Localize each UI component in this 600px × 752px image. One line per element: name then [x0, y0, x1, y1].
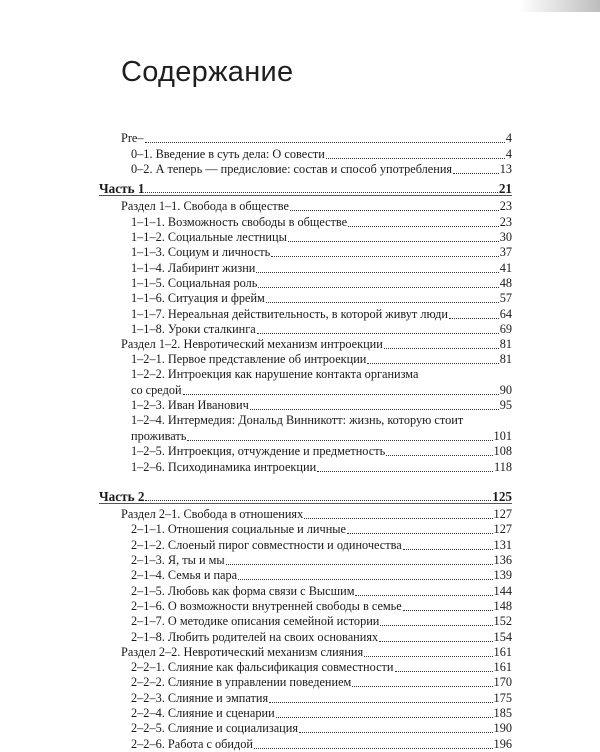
entry-title: 1–2–3. Иван Иванович [131, 398, 249, 413]
page-number: 81 [499, 337, 512, 352]
page-number: 30 [499, 230, 512, 245]
dot-leader [403, 549, 493, 550]
entry-title: 1–1–7. Нереальная действительность, в которой живут люди [131, 306, 448, 321]
toc-entry [99, 599, 512, 614]
entry-title: 1–1–6. Ситуация и фрейм [131, 291, 265, 306]
page-number: 23 [499, 199, 512, 214]
page-number: 161 [493, 660, 512, 675]
dot-leader [187, 440, 492, 441]
entry-title: 2–1–2. Слоеный пирог совместности и одиночества [131, 537, 402, 552]
entry-title: 2–2–1. Слияние как фальсификация совместности [131, 660, 394, 675]
toc-entry [99, 660, 512, 675]
page-number: 131 [493, 537, 512, 552]
page-corner-shadow [520, 0, 600, 12]
page-number: 90 [499, 383, 512, 398]
dot-leader [250, 409, 499, 410]
entry-title: 1–1–3. Социум и личность [131, 245, 271, 260]
entry-title: 0–1. Введение в суть дела: О совести [131, 146, 325, 161]
dot-leader [183, 394, 499, 395]
dot-leader [256, 272, 498, 273]
toc-entry [99, 260, 512, 275]
toc-entry [99, 291, 512, 306]
page-number: 48 [499, 275, 512, 290]
toc-entry-line: 1–2–4. Интермедия: Дональд Винникотт: жизнь, которую стоит [131, 413, 464, 428]
dot-leader [379, 641, 492, 642]
section-title: Раздел 1–1. Свобода в обществе [121, 199, 289, 214]
dot-leader [380, 625, 492, 626]
dot-leader [449, 318, 499, 319]
dot-leader [257, 333, 499, 334]
entry-title: 2–1–5. Любовь как форма связи с Высшим [131, 583, 355, 598]
section-title: Раздел 2–1. Свобода в отношениях [121, 507, 304, 522]
entry-title: 1–2–5. Интроекция, отчуждение и предметность [131, 444, 386, 459]
dot-leader [288, 241, 499, 242]
toc-entry [99, 230, 512, 245]
entry-title: 2–2–4. Слияние и сценарии [131, 705, 275, 720]
toc-entry [99, 706, 512, 721]
dot-leader [386, 455, 492, 456]
dot-leader [145, 192, 497, 193]
part-rule [99, 195, 512, 196]
toc-entry [99, 459, 512, 474]
dot-leader [367, 363, 498, 364]
toc-entry [99, 568, 512, 583]
toc-entry [99, 245, 512, 260]
entry-title: 1–1–4. Лабиринт жизни [131, 260, 256, 275]
page-number: 118 [494, 459, 512, 474]
entry-title: 1–1–2. Социальные лестницы [131, 230, 287, 245]
toc-entry [99, 146, 512, 161]
entry-title: 0–2. А теперь — предисловие: состав и способ употребления [131, 161, 453, 176]
toc-entry [99, 553, 512, 568]
dot-leader [364, 656, 492, 657]
section-title: Раздел 1–2. Невротический механизм интроекции [121, 337, 383, 352]
page-number: 127 [493, 522, 512, 537]
toc-entry [99, 690, 512, 705]
page-number: 127 [493, 507, 512, 522]
toc-entry [99, 131, 512, 146]
dot-leader [266, 302, 499, 303]
entry-title: 2–2–6. Работа с обидой [131, 736, 253, 751]
dot-leader [347, 533, 493, 534]
page-number: 95 [499, 398, 512, 413]
entry-title: 1–2–1. Первое представление об интроекции [131, 352, 367, 367]
page-number: 4 [505, 131, 512, 146]
toc-entry [99, 398, 512, 413]
entry-title: 2–2–3. Слияние и эмпатия [131, 690, 269, 705]
page-number: 161 [493, 644, 512, 659]
page-number: 190 [493, 721, 512, 736]
page-number: 13 [499, 161, 512, 176]
dot-leader [395, 671, 493, 672]
dot-leader [269, 702, 492, 703]
entry-title: 2–1–8. Любить родителей на своих основаниях [131, 629, 379, 644]
toc-entry [99, 736, 512, 751]
entry-title: 2–1–7. О методике описания семейной истории [131, 614, 380, 629]
dot-leader [352, 686, 492, 687]
page-number: 148 [493, 598, 512, 613]
page-number: 64 [499, 306, 512, 321]
toc-entry [99, 322, 512, 337]
entry-title: 1–1–1. Возможность свободы в обществе [131, 214, 348, 229]
toc-entry [99, 444, 512, 459]
dot-leader [145, 500, 491, 501]
entry-title: со средой [131, 383, 182, 398]
page-number: 23 [499, 214, 512, 229]
dot-leader [254, 748, 493, 749]
toc-section [99, 337, 512, 352]
toc-entry [99, 721, 512, 736]
entry-title: 1–2–6. Психодинамика интроекции [131, 459, 317, 474]
page-title: Содержание [121, 56, 294, 88]
toc-section [99, 199, 512, 214]
toc-section [99, 507, 512, 522]
toc-part-heading [99, 181, 512, 196]
entry-title: 1–1–5. Социальная роль [131, 275, 258, 290]
toc-entry [99, 614, 512, 629]
entry-title: 2–1–3. Я, ты и мы [131, 553, 225, 568]
entry-title: проживать [131, 428, 187, 443]
entry-title: 2–2–2. Слияние в управлении поведением [131, 675, 352, 690]
page-number: 125 [492, 488, 512, 504]
dot-leader [304, 518, 492, 519]
toc-part-heading [99, 489, 512, 504]
dot-leader [326, 158, 505, 159]
part-title: Часть 2 [99, 488, 145, 504]
dot-leader [453, 173, 499, 174]
dot-leader [348, 226, 499, 227]
page-number: 136 [493, 553, 512, 568]
dot-leader [258, 287, 498, 288]
toc-entry [99, 383, 512, 398]
page-number: 41 [499, 260, 512, 275]
page-number: 175 [493, 690, 512, 705]
entry-title: 1–1–8. Уроки сталкинга [131, 321, 256, 336]
toc-entry [99, 352, 512, 367]
dot-leader [384, 348, 499, 349]
section-title: Раздел 2–2. Невротический механизм слияния [121, 644, 364, 659]
dot-leader [290, 210, 499, 211]
toc-entry [99, 276, 512, 291]
entry-title: Pre– [121, 131, 144, 146]
toc-entry [99, 162, 512, 177]
dot-leader [403, 610, 493, 611]
dot-leader [276, 717, 493, 718]
toc-section [99, 645, 512, 660]
entry-title: 2–1–1. Отношения социальные и личные [131, 522, 347, 537]
toc-entry [99, 429, 512, 444]
page-number: 196 [493, 736, 512, 751]
part-rule [99, 503, 512, 504]
dot-leader [271, 256, 498, 257]
table-of-contents [99, 131, 512, 752]
page-number: 69 [499, 321, 512, 336]
page-number: 154 [493, 629, 512, 644]
toc-entry [99, 629, 512, 644]
toc-entry [99, 583, 512, 598]
entry-title: 2–1–6. О возможности внутренней свободы в семье [131, 598, 402, 613]
page-number: 101 [493, 428, 512, 443]
page-number: 139 [493, 568, 512, 583]
part-title: Часть 1 [99, 181, 145, 197]
toc-entry [99, 675, 512, 690]
page-number: 37 [499, 245, 512, 260]
dot-leader [238, 579, 492, 580]
page-number: 170 [493, 675, 512, 690]
page-number: 21 [498, 181, 512, 197]
toc-entry-line: 1–2–2. Интроекция как нарушение контакта организма [131, 367, 419, 382]
dot-leader [299, 732, 493, 733]
dot-leader [145, 142, 505, 143]
entry-title: 2–1–4. Семья и пара [131, 568, 238, 583]
dot-leader [226, 564, 493, 565]
page-number: 4 [505, 146, 512, 161]
page-number: 57 [499, 291, 512, 306]
toc-entry [99, 306, 512, 321]
page-number: 144 [493, 583, 512, 598]
dot-leader [355, 595, 492, 596]
page-number: 108 [493, 444, 512, 459]
toc-entry [99, 522, 512, 537]
page-number: 152 [493, 614, 512, 629]
toc-entry [99, 537, 512, 552]
entry-title: 2–2–5. Слияние и социализация [131, 721, 298, 736]
page-number: 81 [499, 352, 512, 367]
page-number: 185 [493, 705, 512, 720]
toc-entry [99, 214, 512, 229]
dot-leader [317, 471, 493, 472]
